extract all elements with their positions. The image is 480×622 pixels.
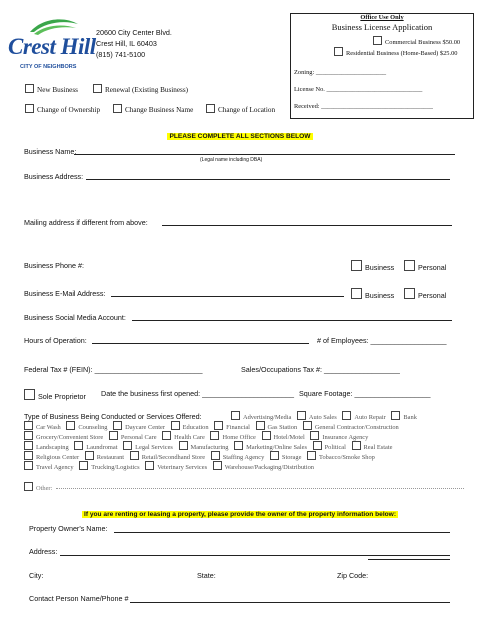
hours-input[interactable] xyxy=(92,343,309,344)
phone-business-option[interactable]: Business xyxy=(351,260,394,272)
type-checkbox[interactable] xyxy=(162,431,171,440)
legal-name-note: (Legal name including DBA) xyxy=(200,157,263,163)
business-name-input[interactable] xyxy=(74,154,455,155)
type-checkbox[interactable] xyxy=(179,441,188,450)
type-checkbox[interactable] xyxy=(391,411,400,420)
type-option[interactable]: Landscaping xyxy=(24,444,69,451)
contact-person-input[interactable] xyxy=(130,602,450,603)
email-label: Business E-Mail Address: xyxy=(24,289,106,298)
square-footage-field[interactable]: Square Footage: ___________________ xyxy=(299,389,431,398)
type-checkbox[interactable] xyxy=(145,461,154,470)
business-name-label: Business Name: xyxy=(24,147,77,156)
hours-label: Hours of Operation: xyxy=(24,336,87,345)
owner-name-label: Property Owner's Name: xyxy=(29,524,108,533)
owner-address-input[interactable] xyxy=(60,555,450,556)
type-option[interactable]: Restaurant xyxy=(85,454,124,461)
type-checkbox[interactable] xyxy=(256,421,265,430)
type-option[interactable]: Insurance Agency xyxy=(310,434,368,441)
office-title: Business License Application xyxy=(331,22,433,32)
type-checkbox[interactable] xyxy=(74,441,83,450)
zoning-field[interactable]: Zoning: ______________________ xyxy=(294,69,387,76)
type-checkbox[interactable] xyxy=(313,441,322,450)
type-option[interactable]: Auto Sales xyxy=(297,414,337,421)
email-personal-option[interactable]: Personal xyxy=(404,288,446,300)
owner-state-label: State: xyxy=(197,571,216,580)
owner-address-input-2[interactable] xyxy=(368,559,450,560)
business-type-row-6 xyxy=(24,461,318,473)
type-checkbox[interactable] xyxy=(297,411,306,420)
address-city: Crest Hill, IL 60403 xyxy=(96,39,157,48)
type-checkbox[interactable] xyxy=(342,411,351,420)
type-option[interactable]: Laundromat xyxy=(74,444,117,451)
type-checkbox[interactable] xyxy=(24,441,33,450)
type-checkbox[interactable] xyxy=(270,451,279,460)
type-checkbox[interactable] xyxy=(113,421,122,430)
other-input[interactable] xyxy=(56,488,464,489)
type-checkbox[interactable] xyxy=(109,431,118,440)
type-option[interactable]: Bank xyxy=(391,414,417,421)
social-media-input[interactable] xyxy=(132,320,452,321)
residential-option[interactable]: Residential Business (Home-Based) $25.00 xyxy=(334,47,457,58)
type-checkbox[interactable] xyxy=(213,461,222,470)
type-option[interactable]: Travel Agency xyxy=(24,464,74,471)
business-address-input[interactable] xyxy=(86,179,450,180)
owner-name-input[interactable] xyxy=(114,532,450,533)
type-option[interactable]: Marketing/Online Sales xyxy=(234,444,307,451)
business-address-label: Business Address: xyxy=(24,172,84,181)
type-option[interactable]: Political xyxy=(313,444,346,451)
business-type-label: Type of Business Being Conducted or Services Offered: xyxy=(24,412,202,421)
type-option[interactable]: Advertising/Media xyxy=(231,414,291,421)
office-use-box xyxy=(290,13,474,119)
type-option[interactable]: Car Wash xyxy=(24,424,61,431)
residential-checkbox[interactable] xyxy=(334,47,343,56)
type-option[interactable]: Auto Repair xyxy=(342,414,385,421)
change-location-checkbox[interactable] xyxy=(206,104,215,113)
type-option[interactable]: Home Office xyxy=(210,434,255,441)
commercial-checkbox[interactable] xyxy=(373,36,382,45)
received-field[interactable]: Received: ___________________________________ xyxy=(294,103,433,110)
address-phone: (815) 741-5100 xyxy=(96,50,146,59)
phone-business-checkbox[interactable] xyxy=(351,260,362,271)
contact-person-label: Contact Person Name/Phone # xyxy=(29,594,129,603)
logo-tagline: CITY OF NEIGHBORS xyxy=(20,64,77,70)
phone-personal-checkbox[interactable] xyxy=(404,260,415,271)
commercial-option[interactable]: Commercial Business $50.00 xyxy=(373,36,460,47)
type-checkbox[interactable] xyxy=(123,441,132,450)
owner-city-label: City: xyxy=(29,571,44,580)
logo xyxy=(8,14,96,76)
type-checkbox[interactable] xyxy=(24,461,33,470)
type-option[interactable]: General Contractor/Construction xyxy=(303,424,399,431)
type-option[interactable]: Daycare Center xyxy=(113,424,165,431)
banner-renting-leasing: If you are renting or leasing a property, please provide the owner of the property information below: xyxy=(83,511,397,518)
type-checkbox[interactable] xyxy=(24,451,33,460)
sole-proprietor-option[interactable]: Sole Proprietor xyxy=(24,389,86,401)
type-option[interactable]: Storage xyxy=(270,454,302,461)
email-input[interactable] xyxy=(111,296,344,297)
type-checkbox[interactable] xyxy=(234,441,243,450)
type-option[interactable]: Legal Services xyxy=(123,444,173,451)
owner-address-label: Address: xyxy=(29,547,58,556)
new-business-checkbox[interactable] xyxy=(25,84,34,93)
fein-field[interactable]: Federal Tax # (FEIN): ___________________________ xyxy=(24,365,203,374)
new-business-option[interactable]: New Business xyxy=(25,84,78,95)
type-checkbox[interactable] xyxy=(352,441,361,450)
mailing-address-input[interactable] xyxy=(162,225,452,226)
type-option[interactable]: Retail/Secondhand Store xyxy=(130,454,205,461)
type-option[interactable]: Financial xyxy=(214,424,250,431)
change-name-checkbox[interactable] xyxy=(113,104,122,113)
type-option[interactable]: Education xyxy=(171,424,209,431)
office-heading: Office Use Only xyxy=(360,14,404,21)
type-option[interactable]: Trucking/Logistics xyxy=(79,464,139,471)
employees-field[interactable]: # of Employees: ___________________ xyxy=(317,336,447,345)
type-checkbox[interactable] xyxy=(24,421,33,430)
other-checkbox[interactable] xyxy=(24,482,33,491)
type-checkbox[interactable] xyxy=(130,451,139,460)
type-option[interactable]: Hotel/Motel xyxy=(262,434,305,441)
social-media-label: Business Social Media Account: xyxy=(24,313,126,322)
email-business-checkbox[interactable] xyxy=(351,288,362,299)
type-option[interactable]: Real Estate xyxy=(352,444,393,451)
type-checkbox[interactable] xyxy=(214,421,223,430)
business-phone-label: Business Phone #: xyxy=(24,261,84,270)
type-option[interactable]: Veterinary Services xyxy=(145,464,207,471)
type-checkbox[interactable] xyxy=(24,431,33,440)
change-location-option[interactable]: Change of Location xyxy=(206,104,275,115)
type-option[interactable]: Health Care xyxy=(162,434,205,441)
type-checkbox[interactable] xyxy=(211,451,220,460)
renewal-checkbox[interactable] xyxy=(93,84,102,93)
type-checkbox[interactable] xyxy=(85,451,94,460)
date-opened-field[interactable]: Date the business first opened: _______________________ xyxy=(101,389,295,398)
type-option[interactable]: Counseling xyxy=(66,424,107,431)
mailing-address-label: Mailing address if different from above: xyxy=(24,218,148,227)
type-option[interactable]: Staffing Agency xyxy=(211,454,265,461)
address-block xyxy=(96,27,172,60)
change-ownership-checkbox[interactable] xyxy=(25,104,34,113)
renewal-option[interactable]: Renewal (Existing Business) xyxy=(93,84,188,95)
sales-tax-field[interactable]: Sales/Occupations Tax #: ___________________ xyxy=(241,365,400,374)
type-checkbox[interactable] xyxy=(307,451,316,460)
address-street: 20600 City Center Blvd. xyxy=(96,28,172,37)
type-option[interactable]: Manufacturing xyxy=(179,444,229,451)
type-option[interactable]: Gas Station xyxy=(256,424,298,431)
type-option[interactable]: Religious Center xyxy=(24,454,79,461)
logo-name: Crest Hill xyxy=(8,34,96,59)
type-option[interactable]: Warehouse/Packaging/Distribution xyxy=(213,464,314,471)
type-checkbox[interactable] xyxy=(79,461,88,470)
phone-personal-option[interactable]: Personal xyxy=(404,260,446,272)
email-business-option[interactable]: Business xyxy=(351,288,394,300)
type-option[interactable]: Grocery/Convenient Store xyxy=(24,434,103,441)
email-personal-checkbox[interactable] xyxy=(404,288,415,299)
type-option[interactable]: Personal Care xyxy=(109,434,157,441)
change-ownership-option[interactable]: Change of Ownership xyxy=(25,104,100,115)
type-checkbox[interactable] xyxy=(262,431,271,440)
owner-zip-label: Zip Code: xyxy=(337,571,369,580)
type-checkbox[interactable] xyxy=(310,431,319,440)
type-option[interactable]: Tobacco/Smoke Shop xyxy=(307,454,375,461)
type-checkbox[interactable] xyxy=(171,421,180,430)
other-option[interactable]: Other: xyxy=(24,482,52,493)
change-name-option[interactable]: Change Business Name xyxy=(113,104,193,115)
type-checkbox[interactable] xyxy=(303,421,312,430)
sole-proprietor-checkbox[interactable] xyxy=(24,389,35,400)
license-field[interactable]: License No. ______________________________ xyxy=(294,86,423,93)
type-checkbox[interactable] xyxy=(66,421,75,430)
banner-complete-all: PLEASE COMPLETE ALL SECTIONS BELOW xyxy=(169,133,311,140)
type-checkbox[interactable] xyxy=(231,411,240,420)
type-checkbox[interactable] xyxy=(210,431,219,440)
